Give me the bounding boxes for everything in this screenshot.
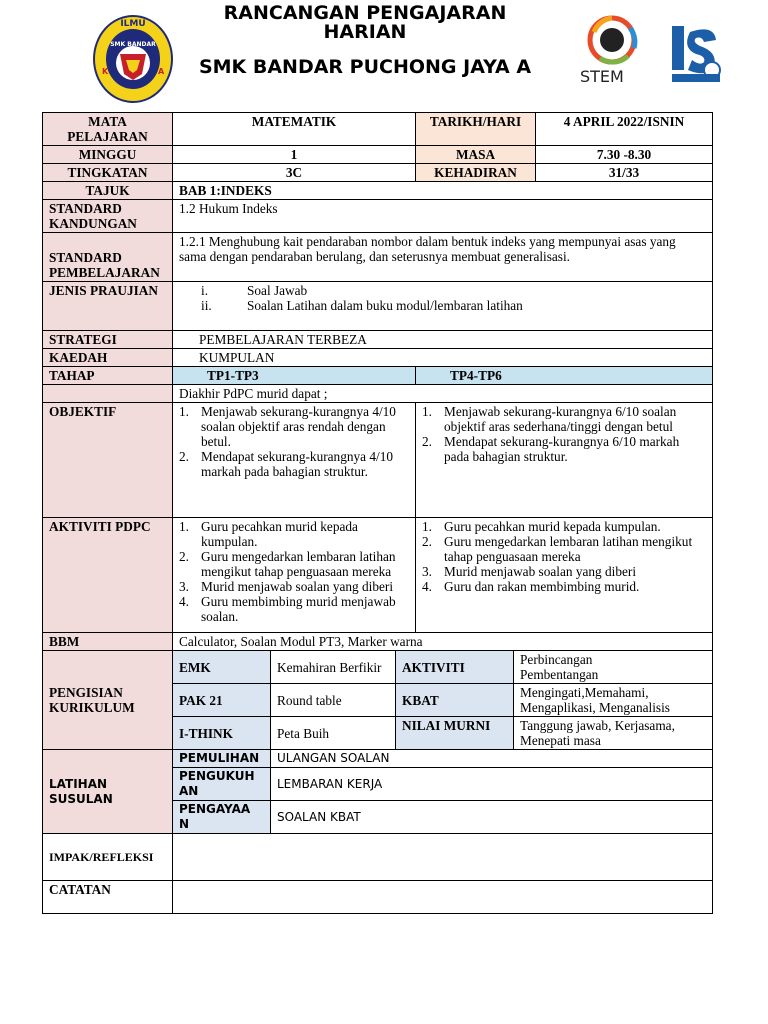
latihan-susulan-label: LATIHAN SUSULAN — [43, 750, 173, 834]
list-text: Guru pecahkan murid kepada kumpulan. — [444, 519, 661, 534]
tingkatan-value: 3C — [173, 164, 416, 182]
row-standard-pembelajaran — [43, 233, 713, 282]
tarikh-label: TARIKH/HARI — [416, 113, 536, 146]
kaedah-label: KAEDAH — [43, 349, 173, 367]
tarikh-value: 4 APRIL 2022/ISNIN — [536, 113, 713, 146]
list-text: Mendapat sekurang-kurangnya 6/10 markah pada bahagian struktur. — [444, 434, 680, 464]
list-number: 1. — [179, 404, 189, 419]
list-item — [179, 404, 409, 449]
row-mata-pelajaran — [43, 113, 713, 146]
list-number: 3. — [179, 579, 189, 594]
list-item — [179, 449, 409, 479]
row-pemulihan — [43, 750, 713, 768]
list-number: i. — [201, 283, 209, 298]
page-title — [175, 4, 555, 42]
strategi-value: PEMBELAJARAN TERBEZA — [173, 331, 713, 349]
svg-text:STEM: STEM — [580, 67, 624, 86]
row-impak — [43, 834, 713, 881]
row-kaedah — [43, 349, 713, 367]
aktiviti-tp4 — [416, 518, 713, 633]
mata-pelajaran-value: MATEMATIK — [173, 113, 416, 146]
diakhir-text: Diakhir PdPC murid dapat ; — [173, 385, 713, 403]
row-tajuk — [43, 182, 713, 200]
objektif-tp1 — [173, 403, 416, 518]
list-text: Menjawab sekurang-kurangnya 4/10 soalan objektif aras rendah dengan betul. — [201, 404, 396, 449]
standard-pembelajaran-value: 1.2.1 Menghubung kait pendaraban nombor dalam bentuk indeks yang mempunyai asas yang sama dengan pendaraban berulang, dan seterusnya membuat generalisasi. — [173, 233, 713, 282]
row-emk — [43, 651, 713, 684]
svg-text:SMK BANDAR: SMK BANDAR — [110, 41, 156, 48]
svg-text:A: A — [158, 67, 165, 76]
row-jenis-praujian — [43, 282, 713, 331]
row-tingkatan — [43, 164, 713, 182]
mata-pelajaran-label: MATA PELAJARAN — [43, 113, 173, 146]
nilai-murni-label: NILAI MURNI — [396, 717, 514, 750]
tajuk-label: TAJUK — [43, 182, 173, 200]
catatan-label: CATATAN — [43, 881, 173, 914]
lesson-plan-table — [42, 112, 713, 914]
impak-refleksi-value — [173, 834, 713, 881]
impak-refleksi-label: IMPAK/REFLEKSI — [43, 834, 173, 881]
kehadiran-value: 31/33 — [536, 164, 713, 182]
jenis-praujian-value — [173, 282, 713, 331]
pengukuhan-value: LEMBARAN KERJA — [271, 768, 713, 801]
list-number: 3. — [422, 564, 432, 579]
list-number: 4. — [422, 579, 432, 594]
list-number: 2. — [422, 434, 432, 449]
row-minggu — [43, 146, 713, 164]
tingkatan-label: TINGKATAN — [43, 164, 173, 182]
list-item — [179, 579, 409, 594]
list-number: 1. — [422, 519, 432, 534]
list-number: 2. — [179, 549, 189, 564]
tajuk-value: BAB 1:INDEKS — [173, 182, 713, 200]
list-text: Soal Jawab — [247, 283, 308, 298]
diakhir-label-empty — [43, 385, 173, 403]
list-text: Murid menjawab soalan yang diberi — [444, 564, 637, 579]
kbat-label: KBAT — [396, 684, 514, 717]
list-text: Guru membimbing murid menjawab soalan. — [201, 594, 396, 624]
list-text: Menjawab sekurang-kurangnya 6/10 soalan objektif aras sederhana/tinggi dengan betul — [444, 404, 677, 434]
list-number: 2. — [422, 534, 432, 549]
row-bbm — [43, 633, 713, 651]
list-number: 4. — [179, 594, 189, 609]
is-logo — [670, 22, 722, 84]
list-item — [179, 549, 409, 579]
standard-pembelajaran-label: STANDARD PEMBELAJARAN — [43, 233, 173, 282]
pak21-value: Round table — [271, 684, 396, 717]
bbm-value: Calculator, Soalan Modul PT3, Marker warna — [173, 633, 713, 651]
standard-kandungan-label: STANDARD KANDUNGAN — [43, 200, 173, 233]
list-text: Murid menjawab soalan yang diberi — [201, 579, 394, 594]
row-aktiviti-pdpc — [43, 518, 713, 633]
pengayaan-value: SOALAN KBAT — [271, 801, 713, 834]
svg-text:K: K — [102, 67, 109, 76]
row-standard-kandungan — [43, 200, 713, 233]
title-line-1: RANCANGAN PENGAJARAN — [223, 2, 507, 24]
aktiviti-tp1 — [173, 518, 416, 633]
pengayaan-label: PENGAYAA N — [173, 801, 271, 834]
list-number: 2. — [179, 449, 189, 464]
list-number: ii. — [201, 298, 212, 313]
ithink-value: Peta Buih — [271, 717, 396, 750]
emk-label: EMK — [173, 651, 271, 684]
list-text: Mendapat sekurang-kurangnya 4/10 markah pada bahagian struktur. — [201, 449, 394, 479]
catatan-value — [173, 881, 713, 914]
pak21-label: PAK 21 — [173, 684, 271, 717]
list-item — [422, 519, 706, 534]
tp1-tp3-header: TP1-TP3 — [173, 367, 416, 385]
svg-text:ILMU: ILMU — [120, 19, 146, 29]
list-item — [422, 434, 706, 464]
masa-value: 7.30 -8.30 — [536, 146, 713, 164]
school-logo — [92, 14, 174, 104]
list-item — [179, 298, 706, 313]
row-diakhir — [43, 385, 713, 403]
aktiviti-pdpc-label: AKTIVITI PDPC — [43, 518, 173, 633]
list-item — [179, 283, 706, 298]
list-number: 1. — [422, 404, 432, 419]
kbat-value: Mengingati,Memahami, Mengaplikasi, Menganalisis — [514, 684, 713, 717]
stem-logo — [580, 14, 660, 88]
list-item — [422, 534, 706, 564]
school-name: SMK BANDAR PUCHONG JAYA A — [198, 56, 532, 78]
list-item — [422, 579, 706, 594]
minggu-value: 1 — [173, 146, 416, 164]
kehadiran-label: KEHADIRAN — [416, 164, 536, 182]
strategi-label: STRATEGI — [43, 331, 173, 349]
tahap-label: TAHAP — [43, 367, 173, 385]
pengukuhan-label: PENGUKUH AN — [173, 768, 271, 801]
row-catatan — [43, 881, 713, 914]
tp4-tp6-header: TP4-TP6 — [416, 367, 713, 385]
objektif-tp4 — [416, 403, 713, 518]
aktiviti-kurikulum-label: AKTIVITI — [396, 651, 514, 684]
jenis-praujian-label: JENIS PRAUJIAN — [43, 282, 173, 331]
ithink-label: I-THINK — [173, 717, 271, 750]
masa-label: MASA — [416, 146, 536, 164]
title-line-2: HARIAN — [323, 21, 407, 43]
list-text: Guru mengedarkan lembaran latihan mengikut tahap penguasaan mereka — [444, 534, 693, 564]
list-item — [179, 594, 409, 624]
pemulihan-value: ULANGAN SOALAN — [271, 750, 713, 768]
list-item — [422, 564, 706, 579]
list-text: Guru pecahkan murid kepada kumpulan. — [201, 519, 358, 549]
list-text: Guru dan rakan membimbing murid. — [444, 579, 640, 594]
row-objektif — [43, 403, 713, 518]
row-tahap — [43, 367, 713, 385]
list-number: 1. — [179, 519, 189, 534]
list-item — [422, 404, 706, 434]
kaedah-value: KUMPULAN — [173, 349, 713, 367]
objektif-label: OBJEKTIF — [43, 403, 173, 518]
list-text: Soalan Latihan dalam buku modul/lembaran latihan — [247, 298, 523, 313]
pengisian-kurikulum-label: PENGISIAN KURIKULUM — [43, 651, 173, 750]
pemulihan-label: PEMULIHAN — [173, 750, 271, 768]
emk-value: Kemahiran Berfikir — [271, 651, 396, 684]
minggu-label: MINGGU — [43, 146, 173, 164]
standard-kandungan-value: 1.2 Hukum Indeks — [173, 200, 713, 233]
list-text: Guru mengedarkan lembaran latihan mengikut tahap penguasaan mereka — [201, 549, 396, 579]
nilai-murni-value: Tanggung jawab, Kerjasama, Menepati masa — [514, 717, 713, 750]
bbm-label: BBM — [43, 633, 173, 651]
list-item — [179, 519, 409, 549]
row-strategi — [43, 331, 713, 349]
aktiviti-kurikulum-value: Perbincangan Pembentangan — [514, 651, 713, 684]
